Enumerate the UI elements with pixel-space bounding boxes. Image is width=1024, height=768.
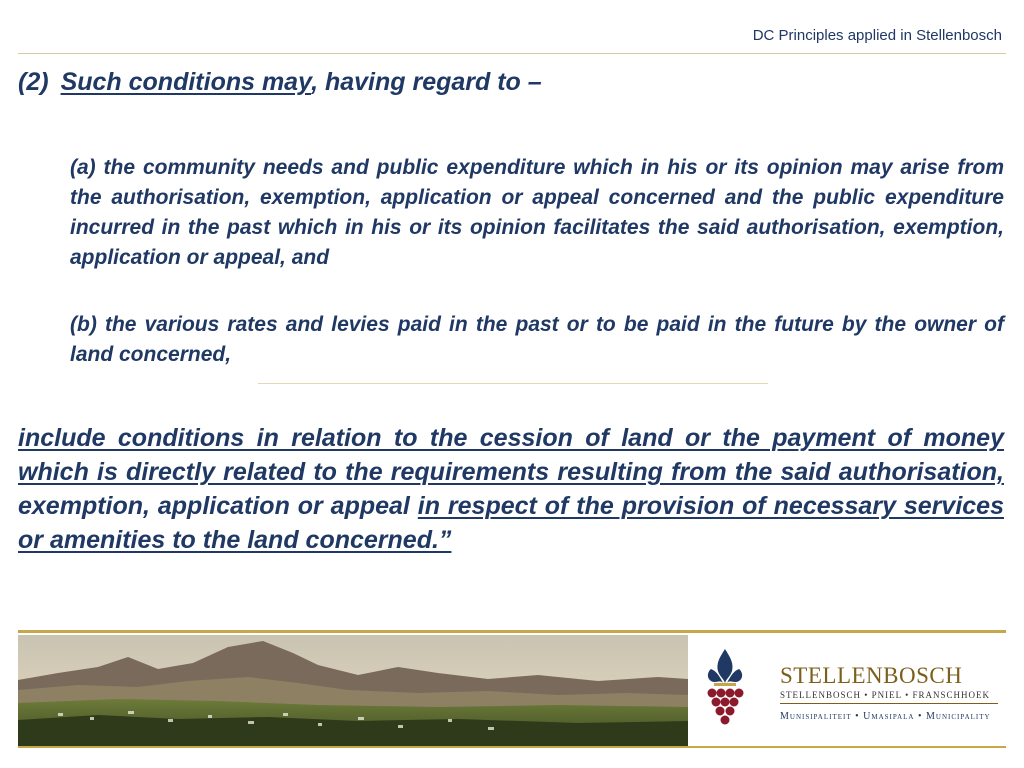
section-divider [258,383,768,384]
conclusion-plain: exemption, application or appeal [18,492,418,520]
footer-bottom-rule [18,746,1006,748]
section-heading [18,68,542,97]
mountain-landscape-image [18,635,688,746]
slide-title: DC Principles applied in Stellenbosch [752,27,1002,44]
heading-underlined-text: Such conditions may [60,68,312,96]
footer-top-rule [18,630,1006,633]
conclusion-underlined-1: include conditions in relation to the cession of land or the payment of money which is directly related to the requirements resulting from the said authorisation, [18,424,1004,486]
heading-rest-text: , having regard to – [311,68,542,96]
brand-municipality: Munisipaliteit • Umasipala • Municipality [780,711,991,722]
brand-name: STELLENBOSCH [780,663,963,688]
item-b-paragraph: (b) the various rates and levies paid in the past or to be paid in the future by the owner of land concerned, [70,313,1004,366]
landscape-banner [18,635,688,746]
section-number: (2) [18,68,49,96]
item-a-paragraph: (a) the community needs and public expenditure which in his or its opinion may arise from the authorisation, exemption, application or appeal concerned and the public expenditure incurred in the past which in his or its opinion facilitates the said authorisation, exemption, application or appeal, and [70,156,1004,269]
header-divider [18,53,1006,54]
conclusion-paragraph [18,421,1004,557]
municipality-logo-panel [688,635,1006,746]
brand-divider [780,703,998,704]
conclusion-underlined-2: in respect of the provision of necessary services or amenities to the land concerned.” [18,492,1004,554]
brand-towns: STELLENBOSCH • PNIEL • FRANSCHHOEK [780,690,990,700]
fleur-de-lis-grape-icon [702,647,748,737]
